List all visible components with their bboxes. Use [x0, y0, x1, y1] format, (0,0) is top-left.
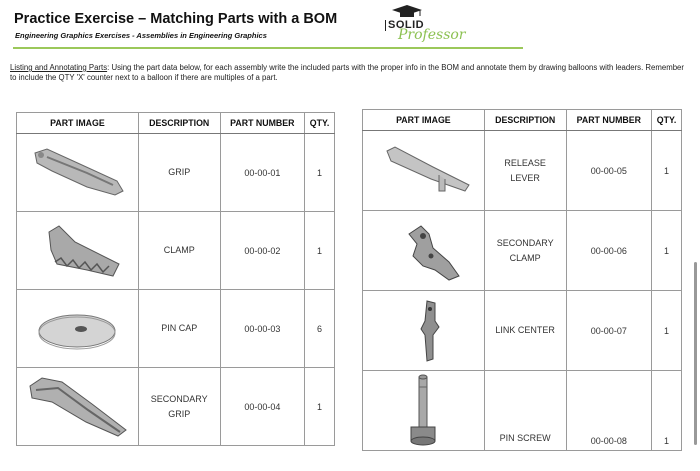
part-number-cell: 00-00-05	[566, 131, 652, 211]
table-row	[363, 291, 682, 371]
col-qty: QTY.	[305, 113, 335, 134]
bom-header-row	[17, 113, 335, 134]
table-row	[17, 212, 335, 290]
col-part-number: PART NUMBER	[566, 110, 652, 131]
col-part-number: PART NUMBER	[220, 113, 304, 134]
qty-cell: 1	[652, 131, 682, 211]
part-number-cell: 00-00-08	[566, 371, 652, 451]
release-lever-part-image	[363, 131, 485, 211]
table-row	[363, 211, 682, 291]
solid-professor-logo	[372, 4, 467, 46]
pin-screw-part-image	[363, 371, 485, 451]
header-divider	[13, 47, 523, 49]
col-part-image: PART IMAGE	[363, 110, 485, 131]
bom-header-row	[363, 110, 682, 131]
bom-table-left	[16, 112, 335, 446]
part-number-cell: 00-00-07	[566, 291, 652, 371]
grip-part-image	[17, 134, 139, 212]
clamp-part-image	[17, 212, 139, 290]
part-number-cell: 00-00-01	[220, 134, 304, 212]
logo-solid-text: SOLID	[385, 20, 424, 31]
description-cell: PIN SCREW	[484, 371, 566, 451]
graduation-cap-icon	[389, 5, 425, 19]
secondary-grip-part-image	[17, 368, 139, 446]
secondary-clamp-part-image	[363, 211, 485, 291]
page-subtitle: Engineering Graphics Exercises - Assemblies in Engineering Graphics	[15, 31, 267, 40]
scrollbar[interactable]	[694, 262, 697, 445]
qty-cell: 1	[305, 212, 335, 290]
part-number-cell: 00-00-06	[566, 211, 652, 291]
table-row	[17, 290, 335, 368]
part-number-cell: 00-00-04	[220, 368, 304, 446]
instructions-label: Listing and Annotating Parts	[10, 63, 108, 72]
col-qty: QTY.	[652, 110, 682, 131]
link-center-part-image	[363, 291, 485, 371]
part-number-cell: 00-00-03	[220, 290, 304, 368]
qty-cell: 1	[305, 134, 335, 212]
qty-cell: 1	[652, 211, 682, 291]
qty-cell: 1	[305, 368, 335, 446]
table-row	[17, 134, 335, 212]
table-row	[17, 368, 335, 446]
qty-cell: 1	[652, 371, 682, 451]
table-row	[363, 131, 682, 211]
page-title: Practice Exercise – Matching Parts with a BOM	[14, 11, 338, 27]
qty-cell: 6	[305, 290, 335, 368]
description-cell: GRIP	[138, 134, 220, 212]
col-part-image: PART IMAGE	[17, 113, 139, 134]
logo-professor-text: Professor	[398, 27, 466, 43]
qty-cell: 1	[652, 291, 682, 371]
description-cell: SECONDARY GRIP	[138, 368, 220, 446]
instructions-text: : Using the part data below, for each assembly write the included parts with the proper info in the BOM and annotate them by drawing balloons with leaders. Remember to include the QTY 'X' counter next to a balloon if there are multiples of a part.	[10, 63, 684, 82]
description-cell: CLAMP	[138, 212, 220, 290]
bom-table-right	[362, 109, 682, 451]
col-description: DESCRIPTION	[484, 110, 566, 131]
col-description: DESCRIPTION	[138, 113, 220, 134]
description-cell: LINK CENTER	[484, 291, 566, 371]
instructions	[10, 63, 690, 83]
pin-cap-part-image	[17, 290, 139, 368]
description-cell: PIN CAP	[138, 290, 220, 368]
part-number-cell: 00-00-02	[220, 212, 304, 290]
description-cell: SECONDARY CLAMP	[484, 211, 566, 291]
table-row	[363, 371, 682, 451]
description-cell: RELEASE LEVER	[484, 131, 566, 211]
